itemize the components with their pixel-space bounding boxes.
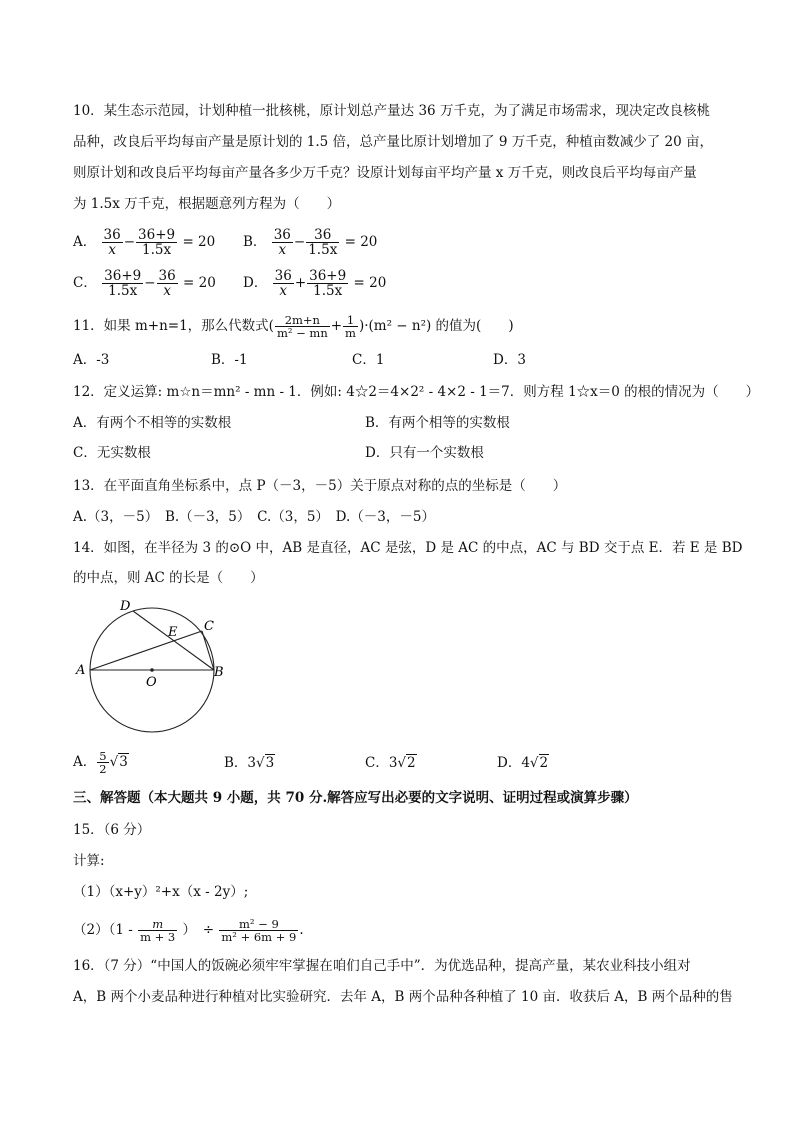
- q14-option-d: D．4√2: [497, 755, 549, 771]
- q11-option-a: A．-3: [73, 352, 110, 368]
- q16-line-2: A，B 两个小麦品种进行种植对比实验研究．去年 A，B 两个品种各种植了 10 亩．收获后 A，B 两个品种的售: [73, 989, 733, 1005]
- q12-option-c: C．无实数根: [73, 445, 151, 461]
- label-a: A: [76, 663, 86, 678]
- q10-option-a: A． $\frac{36}{x}$ − $\frac{36+9}{1.5x}$ = 20: [73, 227, 216, 259]
- q15-calc-label: 计算:: [73, 853, 105, 869]
- q13-stem: 13．在平面直角坐标系中，点 P（－3，－5）关于原点对称的点的坐标是（ ）: [73, 478, 567, 494]
- label-e: E: [168, 625, 178, 640]
- section-3-heading: 三、解答题（本大题共 9 小题，共 70 分.解答应写出必要的文字说明、证明过程或演算步骤）: [73, 790, 638, 806]
- q11-option-c: C．1: [352, 352, 385, 368]
- q10-option-d: D． $\frac{36}{x}$ + $\frac{36+9}{1.5x}$ = 20: [243, 268, 387, 300]
- q10-line-3: 则原计划和改良后平均每亩产量各多少万千克？设原计划每亩平均产量 x 万千克，则改良后平均每亩产量: [73, 165, 697, 181]
- q12-option-b: B．有两个相等的实数根: [365, 415, 510, 431]
- q10-option-b: B． $\frac{36}{x}$ − $\frac{36}{1.5x}$ = 20: [243, 227, 378, 259]
- q10-option-c: C． $\frac{36+9}{1.5x}$ − $\frac{36}{x}$ = 20: [73, 268, 216, 300]
- label-b: B: [214, 665, 224, 680]
- q14-circle-figure: [72, 598, 232, 698]
- q11-option-d: D．3: [493, 352, 526, 368]
- q16-line-1: 16．（7 分）“中国人的饭碗必须牢牢掌握在咱们自己手中”．为优选品种，提高产量，某农业科技小组对: [73, 958, 691, 974]
- q14-option-c: C．3√2: [365, 755, 416, 771]
- q14-option-b: B．3√3: [224, 755, 275, 771]
- q14-option-a: A． $\frac{5}{2}$ √3: [73, 749, 128, 777]
- q10-line-1: 10．某生态示范园，计划种植一批核桃，原计划总产量达 36 万千克，为了满足市场需求，现决定改良核桃: [73, 103, 710, 119]
- chord-bd: [133, 611, 214, 670]
- q11-stem: 11．如果 m+n=1，那么代数式( $\frac{2m+n}{\text{m² − mn}}$ + $\frac{1}{m}$ )·(m² − n²) 的值为( ): [73, 313, 514, 341]
- q12-stem: 12．定义运算: m☆n＝mn² - mn - 1．例如: 4☆2＝4×2² - 4×2 - 1＝7．则方程 1☆x＝0 的根的情况为（ ）: [73, 384, 760, 400]
- chord-ac: [90, 631, 202, 670]
- q15-part-1: （1）（x+y）²+x（x - 2y）;: [73, 884, 249, 900]
- label-d: D: [120, 599, 131, 614]
- q10-line-2: 品种，改良后平均每亩产量是原计划的 1.5 倍，总产量比原计划增加了 9 万千克，种植亩数减少了 20 亩，: [73, 134, 713, 150]
- q14-line-2: 的中点，则 AC 的长是（ ）: [73, 570, 264, 586]
- label-c: C: [204, 619, 214, 634]
- q10-line-4: 为 1.5x 万千克，根据题意列方程为（ ）: [73, 196, 341, 212]
- label-o: O: [146, 675, 157, 690]
- segment-bc: [202, 631, 214, 670]
- q15-part-2: （2）（1 - $\frac{m}{m + 3}$ ） ÷ $\frac{\text{m² − 9}}{\text{m² + 6m + 9}}$ .: [73, 917, 304, 945]
- q12-option-d: D．只有一个实数根: [365, 445, 484, 461]
- q13-options: A.（3，－5） B.（－3，5） C.（3，5） D.（－3，－5）: [73, 509, 435, 525]
- center-point-o: [150, 668, 154, 672]
- q11-option-b: B．-1: [211, 352, 248, 368]
- q12-option-a: A．有两个不相等的实数根: [73, 415, 232, 431]
- q15-title: 15．（6 分）: [73, 822, 151, 838]
- q14-line-1: 14．如图，在半径为 3 的⊙O 中，AB 是直径，AC 是弦，D 是 AC 的中点，AC 与 BD 交于点 E．若 E 是 BD: [73, 540, 743, 556]
